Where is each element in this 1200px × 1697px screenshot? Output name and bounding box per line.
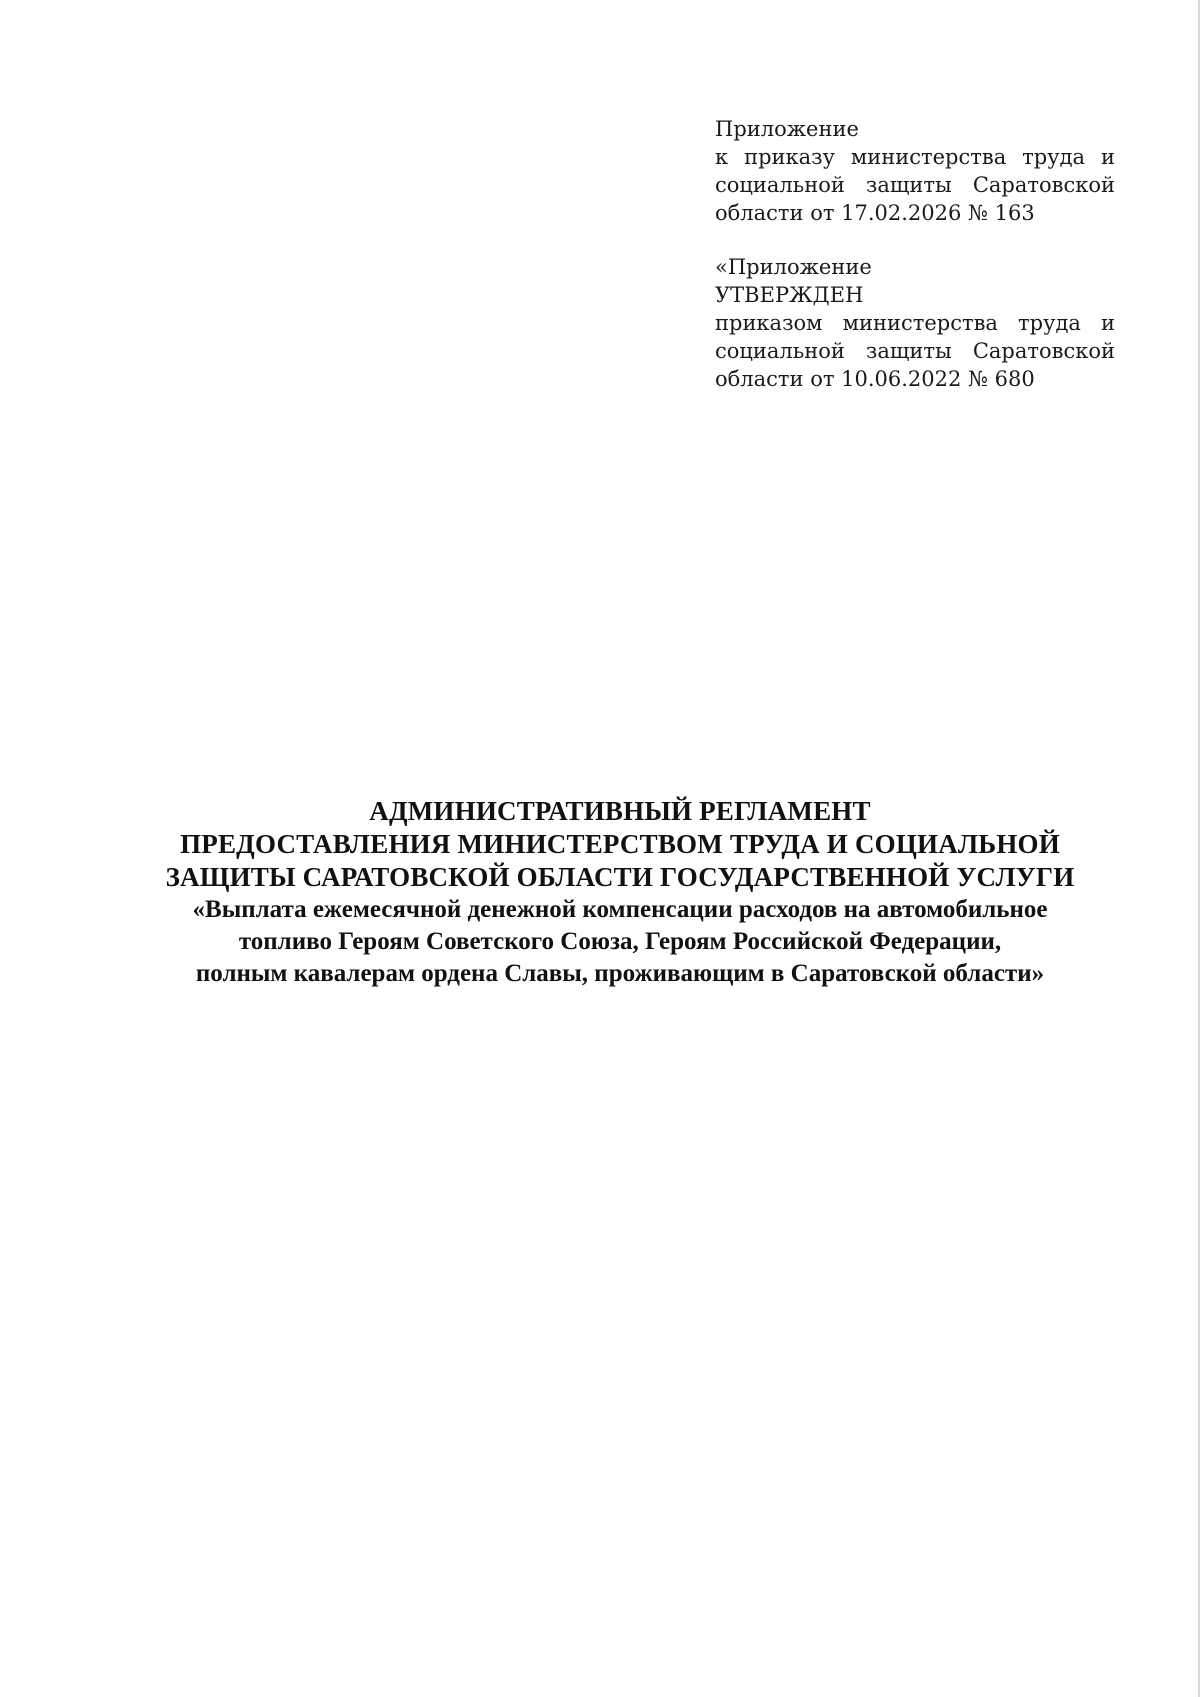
service-name-line-1: «Выплата ежемесячной денежной компенсации расходов на автомобильное xyxy=(192,896,1048,923)
appendix-reference-approved xyxy=(715,253,1115,393)
appendix-label: Приложение xyxy=(715,117,859,141)
approved-stamp-text: УТВЕРЖДЕН xyxy=(715,283,864,307)
approved-appendix-label: «Приложение xyxy=(715,255,872,279)
title-line-2: ПРЕДОСТАВЛЕНИЯ МИНИСТЕРСТВОМ ТРУДА И СОЦИАЛЬНОЙ xyxy=(180,829,1060,859)
appendix-reference-current xyxy=(715,115,1115,227)
appendix-ministry-line: социальной защиты Саратовской xyxy=(715,173,1115,197)
title-line-3: ЗАЩИТЫ САРАТОВСКОЙ ОБЛАСТИ ГОСУДАРСТВЕННОЙ УСЛУГИ xyxy=(165,862,1075,892)
service-name-line-3: полным кавалерам ордена Славы, проживающим в Саратовской области» xyxy=(195,960,1045,987)
approved-ministry-line: социальной защиты Саратовской xyxy=(715,339,1115,363)
approved-order-line: приказом министерства труда и xyxy=(715,311,1115,335)
title-line-1: АДМИНИСТРАТИВНЫЙ РЕГЛАМЕНТ xyxy=(369,796,871,826)
document-title xyxy=(120,795,1120,990)
approved-date-number: области от 10.06.2022 № 680 xyxy=(715,367,1035,391)
appendix-date-number: области от 17.02.2026 № 163 xyxy=(715,201,1035,225)
service-name-line-2: топливо Героям Советского Союза, Героям Российской Федерации, xyxy=(238,928,1002,955)
appendix-order-line: к приказу министерства труда и xyxy=(715,145,1115,169)
